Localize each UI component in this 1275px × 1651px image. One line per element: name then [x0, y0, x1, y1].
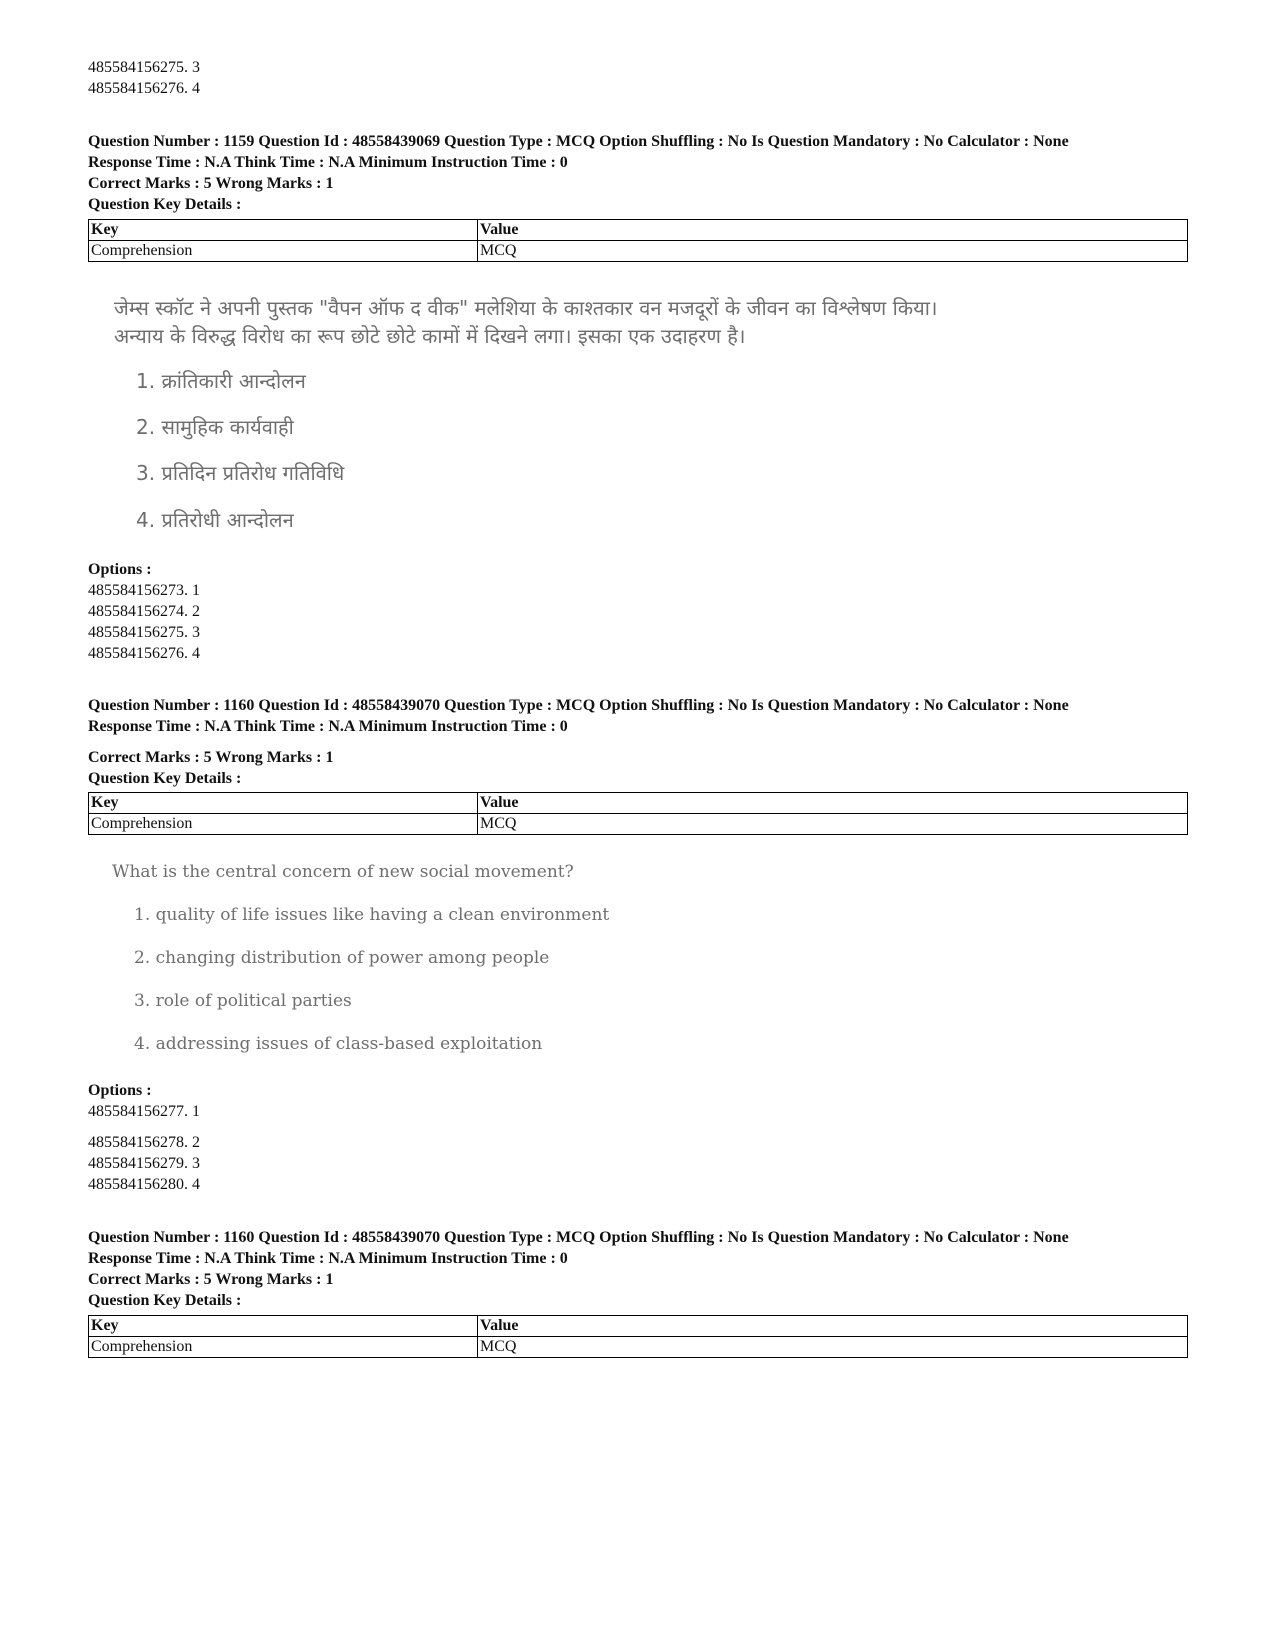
- value-header-cell: Value: [478, 793, 1188, 814]
- option-line: 485584156273. 1: [88, 582, 200, 599]
- option-line: 485584156279. 3: [88, 1155, 200, 1172]
- question-choice: 1. quality of life issues like having a clean environment: [134, 905, 610, 925]
- option-line: 485584156274. 2: [88, 603, 200, 620]
- option-line: 485584156276. 4: [88, 80, 200, 97]
- option-line: 485584156277. 1: [88, 1103, 200, 1120]
- option-line: 485584156278. 2: [88, 1134, 200, 1151]
- option-line: 485584156275. 3: [88, 624, 200, 641]
- key-details-label: Question Key Details :: [88, 1292, 242, 1309]
- option-line: 485584156275. 3: [88, 59, 200, 76]
- value-cell: MCQ: [478, 241, 1188, 262]
- question-text-hindi-line2: अन्याय के विरुद्ध विरोध का रूप छोटे छोटे कामों में दिखने लगा। इसका एक उदाहरण है।: [114, 324, 746, 348]
- question-choice: 1. क्रांतिकारी आन्दोलन: [136, 369, 306, 393]
- value-header-cell: Value: [478, 1316, 1188, 1337]
- question-choice: 2. changing distribution of power among people: [134, 948, 550, 968]
- marks-line: Correct Marks : 5 Wrong Marks : 1: [88, 175, 334, 192]
- marks-line: Correct Marks : 5 Wrong Marks : 1: [88, 1271, 334, 1288]
- question-key-table: [88, 1315, 1188, 1358]
- question-choice: 3. प्रतिदिन प्रतिरोध गतिविधि: [136, 461, 345, 485]
- question-key-table: [88, 219, 1188, 262]
- marks-line: Correct Marks : 5 Wrong Marks : 1: [88, 749, 334, 766]
- value-cell: MCQ: [478, 1337, 1188, 1358]
- option-line: 485584156280. 4: [88, 1176, 200, 1193]
- options-label: Options :: [88, 1082, 152, 1099]
- question-header-line1: Question Number : 1160 Question Id : 48558439070 Question Type : MCQ Option Shuffling : No Is Question Mandatory : No Calculator : None: [88, 697, 1069, 714]
- question-key-table: [88, 792, 1188, 835]
- key-cell: Comprehension: [89, 814, 478, 835]
- value-cell: MCQ: [478, 814, 1188, 835]
- value-header-cell: Value: [478, 220, 1188, 241]
- question-header-line2: Response Time : N.A Think Time : N.A Minimum Instruction Time : 0: [88, 718, 568, 735]
- question-text: What is the central concern of new social movement?: [112, 862, 574, 882]
- question-header-line1: Question Number : 1159 Question Id : 48558439069 Question Type : MCQ Option Shuffling : No Is Question Mandatory : No Calculator : None: [88, 133, 1069, 150]
- question-choice: 3. role of political parties: [134, 991, 352, 1011]
- options-label: Options :: [88, 561, 152, 578]
- option-line: 485584156276. 4: [88, 645, 200, 662]
- key-header-cell: Key: [89, 1316, 478, 1337]
- question-text-hindi-line1: जेम्स स्कॉट ने अपनी पुस्तक "वैपन ऑफ द वीक" मलेशिया के काश्तकार वन मजदूरों के जीवन का विश्लेषण किया।: [114, 296, 938, 320]
- key-header-cell: Key: [89, 220, 478, 241]
- key-cell: Comprehension: [89, 1337, 478, 1358]
- key-details-label: Question Key Details :: [88, 770, 242, 787]
- key-header-cell: Key: [89, 793, 478, 814]
- question-header-line2: Response Time : N.A Think Time : N.A Minimum Instruction Time : 0: [88, 154, 568, 171]
- question-choice: 2. सामुहिक कार्यवाही: [136, 415, 294, 439]
- key-cell: Comprehension: [89, 241, 478, 262]
- question-header-line2: Response Time : N.A Think Time : N.A Minimum Instruction Time : 0: [88, 1250, 568, 1267]
- key-details-label: Question Key Details :: [88, 196, 242, 213]
- question-choice: 4. addressing issues of class-based exploitation: [134, 1034, 543, 1054]
- question-choice: 4. प्रतिरोधी आन्दोलन: [136, 508, 294, 532]
- question-header-line1: Question Number : 1160 Question Id : 48558439070 Question Type : MCQ Option Shuffling : No Is Question Mandatory : No Calculator : None: [88, 1229, 1069, 1246]
